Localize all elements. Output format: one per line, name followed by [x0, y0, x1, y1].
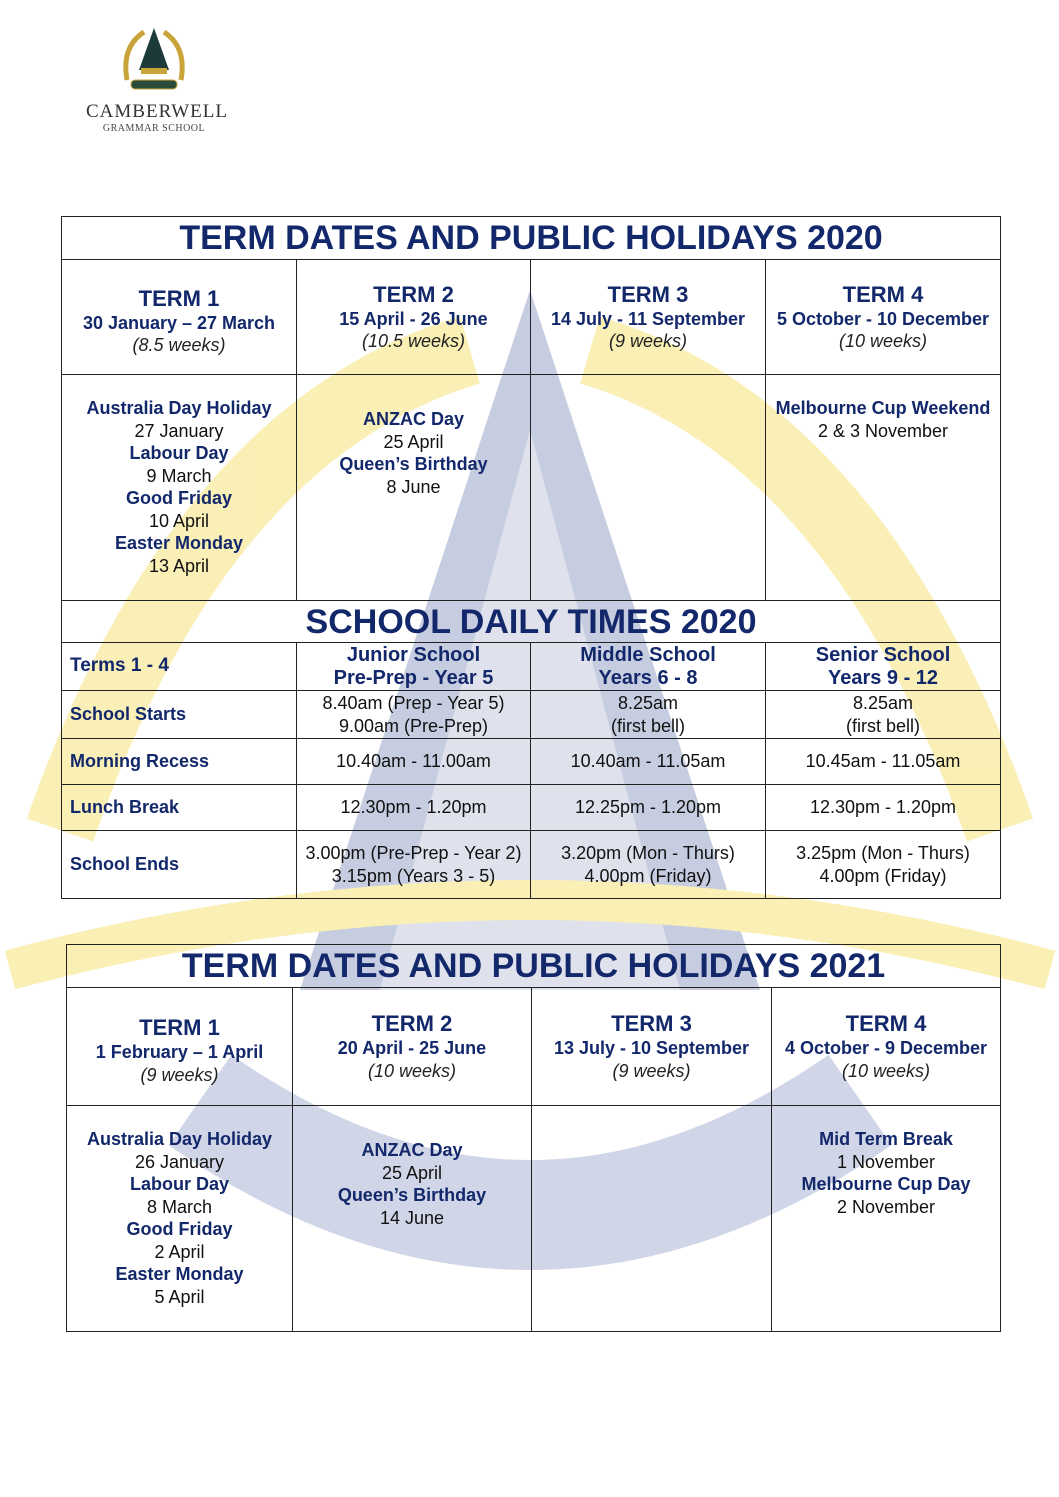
time-line: (first bell)	[610, 715, 685, 736]
time-cell	[297, 739, 531, 785]
column-title: Junior School	[346, 643, 481, 666]
time-cell	[297, 691, 531, 739]
time-line: 8.40am (Prep - Year 5)	[322, 693, 505, 713]
time-line: 4.00pm (Friday)	[819, 865, 947, 886]
time-line: 12.30pm - 1.20pm	[809, 797, 957, 818]
term-name: TERM 1	[139, 1015, 220, 1040]
holiday-date: 13 April	[148, 555, 210, 576]
term-name: TERM 4	[845, 1011, 927, 1036]
column-header-senior	[766, 643, 1001, 691]
term-weeks: (10 weeks)	[842, 1060, 931, 1081]
holiday-name: Labour Day	[129, 1174, 230, 1194]
term-weeks: (9 weeks)	[608, 331, 688, 351]
holidays-cell	[532, 1106, 772, 1332]
column-subtitle: Years 6 - 8	[598, 666, 698, 689]
term-weeks: (10.5 weeks)	[361, 331, 466, 351]
term-weeks: (8.5 weeks)	[132, 335, 226, 355]
holidays-cell	[531, 375, 766, 601]
term-dates: 30 January – 27 March	[82, 312, 276, 333]
term-weeks: (10 weeks)	[367, 1060, 457, 1081]
holidays-cell	[293, 1106, 532, 1332]
term-dates: 20 April - 25 June	[337, 1038, 487, 1058]
daily-times-row	[62, 739, 1001, 785]
holiday-name: Melbourne Cup Day	[801, 1174, 971, 1194]
term-weeks: (9 weeks)	[140, 1064, 219, 1085]
term-name: TERM 3	[607, 281, 689, 307]
time-cell	[297, 831, 531, 899]
term-cell	[532, 988, 772, 1106]
table-title: TERM DATES AND PUBLIC HOLIDAYS 2020	[62, 217, 1001, 260]
holiday-date: 2 April	[154, 1241, 205, 1262]
term-cell	[297, 260, 531, 375]
column-title: Senior School	[815, 643, 951, 666]
term-cell	[62, 260, 297, 375]
holiday-name: ANZAC Day	[362, 409, 464, 429]
column-subtitle: Years 9 - 12	[827, 666, 939, 689]
term-name: TERM 3	[611, 1011, 692, 1036]
holidays-cell	[772, 1106, 1001, 1332]
holiday-name: Queen’s Birthday	[339, 454, 488, 474]
time-line: 3.20pm (Mon - Thurs)	[561, 843, 735, 863]
time-line: 10.40am - 11.00am	[336, 751, 491, 772]
holiday-date: 2 November	[837, 1196, 936, 1217]
time-cell	[766, 831, 1001, 899]
daily-times-row	[62, 785, 1001, 831]
holiday-date: 2 & 3 November	[817, 420, 949, 441]
column-header-middle	[531, 643, 766, 691]
holiday-date: 8 March	[146, 1196, 213, 1217]
holiday-name: Queen’s Birthday	[337, 1185, 487, 1205]
holidays-row	[67, 1106, 1001, 1332]
holiday-date: 9 March	[146, 465, 212, 486]
time-line: 9.00am (Pre-Prep)	[338, 715, 489, 736]
holiday-date: 8 June	[386, 476, 441, 497]
term-name: TERM 4	[842, 281, 924, 307]
holidays-cell	[766, 375, 1001, 601]
term-header-row	[62, 260, 1001, 375]
time-line: 12.25pm - 1.20pm	[574, 797, 722, 818]
time-line: 8.25am	[853, 693, 914, 713]
crest-icon	[119, 22, 189, 94]
table-title: TERM DATES AND PUBLIC HOLIDAYS 2021	[67, 945, 1001, 988]
time-cell	[531, 831, 766, 899]
holiday-name: Melbourne Cup Weekend	[775, 398, 991, 418]
row-label: School Starts	[62, 691, 297, 739]
term-dates: 5 October - 10 December	[776, 308, 990, 329]
term-dates: 13 July - 10 September	[553, 1038, 750, 1058]
term-dates-2021-table	[66, 944, 1001, 1332]
column-header-junior	[297, 643, 531, 691]
term-dates: 1 February – 1 April	[95, 1042, 264, 1062]
holiday-date: 27 January	[134, 420, 224, 441]
time-cell	[766, 739, 1001, 785]
holiday-name: ANZAC Day	[361, 1140, 463, 1160]
time-line: 10.40am - 11.05am	[570, 751, 726, 772]
term-name: TERM 2	[373, 281, 454, 307]
time-cell	[766, 691, 1001, 739]
school-name: CAMBERWELL	[86, 101, 228, 122]
time-cell	[531, 739, 766, 785]
holiday-date: 5 April	[154, 1286, 205, 1307]
column-subtitle: Pre-Prep - Year 5	[333, 666, 494, 689]
time-line: 3.15pm (Years 3 - 5)	[331, 865, 496, 886]
time-line: 3.00pm (Pre-Prep - Year 2)	[305, 843, 522, 863]
school-logo	[86, 22, 228, 134]
time-line: 4.00pm (Friday)	[584, 865, 712, 886]
time-line: 8.25am	[617, 693, 679, 713]
time-line: 3.25pm (Mon - Thurs)	[796, 843, 970, 863]
row-label: Morning Recess	[62, 739, 297, 785]
holidays-cell	[67, 1106, 293, 1332]
holiday-name: Easter Monday	[114, 533, 244, 553]
holiday-date: 1 November	[837, 1151, 936, 1172]
daily-times-row	[62, 691, 1001, 739]
holiday-name: Australia Day Holiday	[86, 1129, 273, 1149]
term-cell	[766, 260, 1001, 375]
term-dates: 14 July - 11 September	[550, 308, 746, 329]
holidays-cell	[62, 375, 297, 601]
time-cell	[531, 691, 766, 739]
holidays-row	[62, 375, 1001, 601]
daily-times-row	[62, 831, 1001, 899]
time-cell	[297, 785, 531, 831]
holiday-name: Mid Term Break	[819, 1129, 953, 1149]
term-dates: 4 October - 9 December	[784, 1038, 988, 1058]
term-cell	[772, 988, 1001, 1106]
time-cell	[766, 785, 1001, 831]
holiday-name: Easter Monday	[115, 1264, 244, 1284]
holiday-name: Australia Day Holiday	[86, 398, 272, 418]
holiday-name: Good Friday	[126, 1219, 233, 1239]
term-cell	[531, 260, 766, 375]
term-weeks: (9 weeks)	[612, 1060, 691, 1081]
holiday-name: Good Friday	[125, 488, 232, 508]
holiday-date: 25 April	[381, 1162, 443, 1183]
daily-times-title: SCHOOL DAILY TIMES 2020	[62, 601, 1001, 643]
row-label: School Ends	[62, 831, 297, 899]
school-subtitle: GRAMMAR SCHOOL	[102, 123, 206, 134]
row-label: Lunch Break	[62, 785, 297, 831]
corner-label: Terms 1 - 4	[62, 643, 297, 691]
time-line: 12.30pm - 1.20pm	[340, 797, 487, 818]
holiday-date: 10 April	[148, 510, 210, 531]
term-dates-2020-table	[61, 216, 1001, 899]
term-header-row	[67, 988, 1001, 1106]
holiday-date: 26 January	[134, 1151, 225, 1172]
holidays-cell	[297, 375, 531, 601]
term-cell	[67, 988, 293, 1106]
term-cell	[293, 988, 532, 1106]
term-name: TERM 2	[371, 1011, 453, 1036]
time-cell	[531, 785, 766, 831]
holiday-date: 14 June	[379, 1207, 445, 1228]
term-name: TERM 1	[138, 285, 220, 311]
term-weeks: (10 weeks)	[839, 331, 928, 351]
column-title: Middle School	[580, 643, 716, 666]
term-dates: 15 April - 26 June	[339, 308, 488, 329]
holiday-date: 25 April	[383, 431, 444, 452]
time-line: 10.45am - 11.05am	[805, 751, 961, 772]
holiday-name: Labour Day	[129, 443, 229, 463]
time-line: (first bell)	[846, 715, 921, 736]
